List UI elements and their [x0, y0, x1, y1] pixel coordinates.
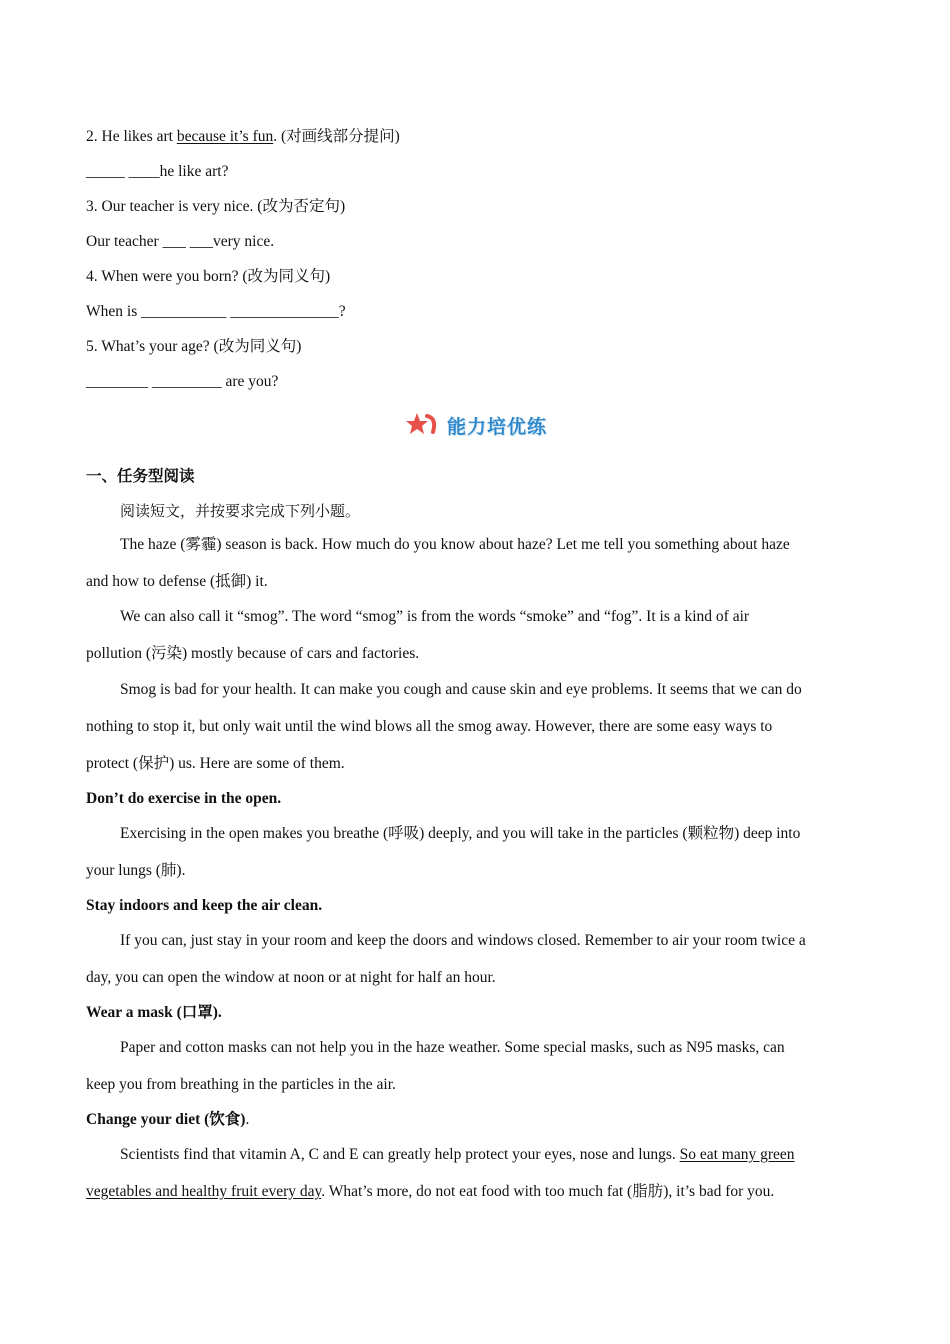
paragraph-2-line-2: pollution (污染) mostly because of cars and factories. — [86, 645, 420, 662]
paragraph-7-line-1 — [120, 1145, 795, 1165]
paragraph-7-line-2 — [86, 1182, 774, 1202]
question-3: 3. Our teacher is very nice. (改为否定句) — [86, 198, 346, 215]
underlined-sentence-part-2: vegetables and healthy fruit every day — [86, 1183, 322, 1200]
paragraph-2-line-1: We can also call it “smog”. The word “smog” is from the words “smoke” and “fog”. It is a kind of air — [120, 608, 750, 625]
question-2-instruction: . (对画线部分提问) — [273, 128, 400, 145]
question-4: 4. When were you born? (改为同义句) — [86, 268, 331, 285]
paragraph-5-line-2: day, you can open the window at noon or at night for half an hour. — [86, 969, 496, 986]
underlined-sentence-part-1: So eat many green — [679, 1146, 795, 1163]
question-3-answer: Our teacher ___ ___very nice. — [86, 233, 275, 250]
banner-title: 能力培优练 — [446, 415, 547, 438]
paragraph-1-line-2: and how to defense (抵御) it. — [86, 573, 268, 590]
paragraph-5-line-1: If you can, just stay in your room and keep the doors and windows closed. Remember to air your room twice a — [120, 932, 806, 949]
question-5: 5. What’s your age? (改为同义句) — [86, 338, 302, 355]
question-5-answer: ________ _________ are you? — [86, 373, 279, 390]
paragraph-3-line-3: protect (保护) us. Here are some of them. — [86, 755, 345, 772]
paragraph-6-line-2: keep you from breathing in the particles in the air. — [86, 1076, 396, 1093]
question-2 — [86, 127, 400, 147]
question-2-answer: _____ ____he like art? — [86, 163, 229, 180]
heading-mask: Wear a mask (口罩). — [86, 1004, 222, 1021]
heading-diet-dot: . — [245, 1111, 250, 1128]
section-banner — [86, 410, 866, 440]
paragraph-4-line-1: Exercising in the open makes you breathe (呼吸) deeply, and you will take in the particles (颗粒物) deep into — [120, 825, 801, 842]
paragraph-3-line-2: nothing to stop it, but only wait until the wind blows all the smog away. However, there are some easy ways to — [86, 718, 773, 735]
underlined-phrase: because it’s fun — [176, 128, 274, 145]
question-2-text: 2. He likes art — [86, 128, 177, 145]
heading-indoors: Stay indoors and keep the air clean. — [86, 897, 323, 914]
paragraph-6-line-1: Paper and cotton masks can not help you in the haze weather. Some special masks, such as N95 masks, can — [120, 1039, 785, 1056]
heading-diet-text: Change your diet (饮食) — [86, 1111, 246, 1128]
question-4-answer: When is ___________ ______________? — [86, 303, 346, 320]
paragraph-3-line-1: Smog is bad for your health. It can make you cough and cause skin and eye problems. It seems that we can do — [120, 681, 802, 698]
heading-diet — [86, 1110, 249, 1130]
section-title: 一、任务型阅读 — [86, 467, 195, 485]
star-icon — [405, 412, 441, 438]
instruction: 阅读短文，并按要求完成下列小题。 — [120, 502, 361, 520]
paragraph-7-text: Scientists find that vitamin A, C and E can greatly help protect your eyes, nose and lungs. — [120, 1146, 680, 1163]
heading-exercise: Don’t do exercise in the open. — [86, 790, 282, 807]
paragraph-4-line-2: your lungs (肺). — [86, 862, 186, 879]
paragraph-7-rest: . What’s more, do not eat food with too much fat (脂肪), it’s bad for you. — [321, 1183, 775, 1200]
paragraph-1-line-1: The haze (雾霾) season is back. How much do you know about haze? Let me tell you something about haze — [120, 536, 790, 553]
